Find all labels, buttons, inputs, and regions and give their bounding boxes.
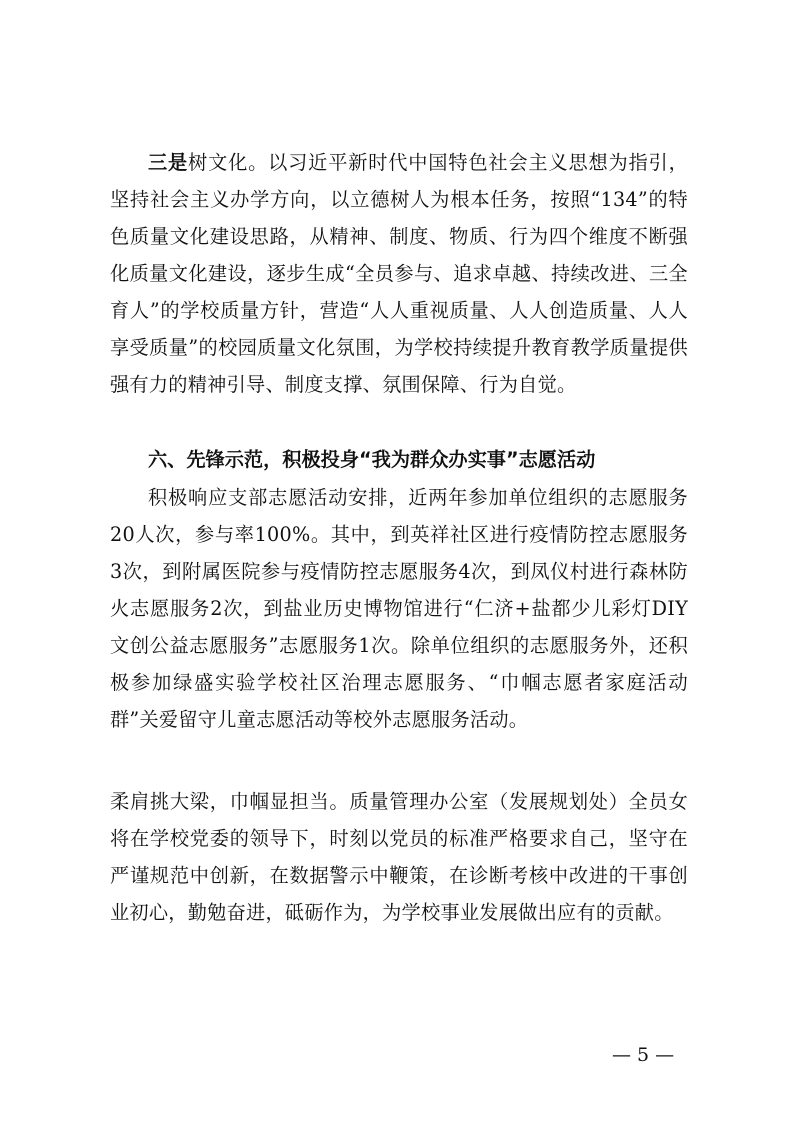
paragraph-lead: 三是 — [148, 151, 189, 174]
section-heading-6: 六、先锋示范，积极投身“我为群众办实事”志愿活动 — [148, 448, 596, 471]
paragraph-volunteer: 积极响应支部志愿活动安排，近两年参加单位组织的志愿服务20人次，参与率100%。其中，到英祥社区进行疫情防控志愿服务3次，到附属医院参与疫情防控志愿服务4次，到凤仪村进行森林防火志愿服务2次，到盐业历史博物馆进行“仁济+盐都少儿彩灯DIY文创公益志愿服务”志愿服务1次。除单位组织的志愿服务外，还积极参加绿盛实验学校社区治理志愿服务、“巾帼志愿者家庭活动群”关爱留守儿童志愿活动等校外志愿服务活动。 — [110, 486, 688, 731]
paragraph-culture — [110, 144, 688, 403]
paragraph-conclusion: 柔肩挑大梁，巾帼显担当。质量管理办公室（发展规划处）全员女将在学校党委的领导下，时刻以党员的标准严格要求自己，坚守在严谨规范中创新，在数据警示中鞭策，在诊断考核中改进的干事创业初心，勤勉奋进，砥砺作为，为学校事业发展做出应有的贡献。 — [110, 790, 688, 924]
page-number: — 5 — — [612, 1044, 675, 1066]
paragraph-body: 树文化。以习近平新时代中国特色社会主义思想为指引，坚持社会主义办学方向，以立德树人为根本任务，按照“134”的特色质量文化建设思路，从精神、制度、物质、行为四个维度不断强化质量文化建设，逐步生成“全员参与、追求卓越、持续改进、三全育人”的学校质量方针，营造“人人重视质量、人人创造质量、人人享受质量”的校园质量文化氛围，为学校持续提升教育教学质量提供强有力的精神引导、制度支撑、氛围保障、行为自觉。 — [110, 151, 689, 396]
